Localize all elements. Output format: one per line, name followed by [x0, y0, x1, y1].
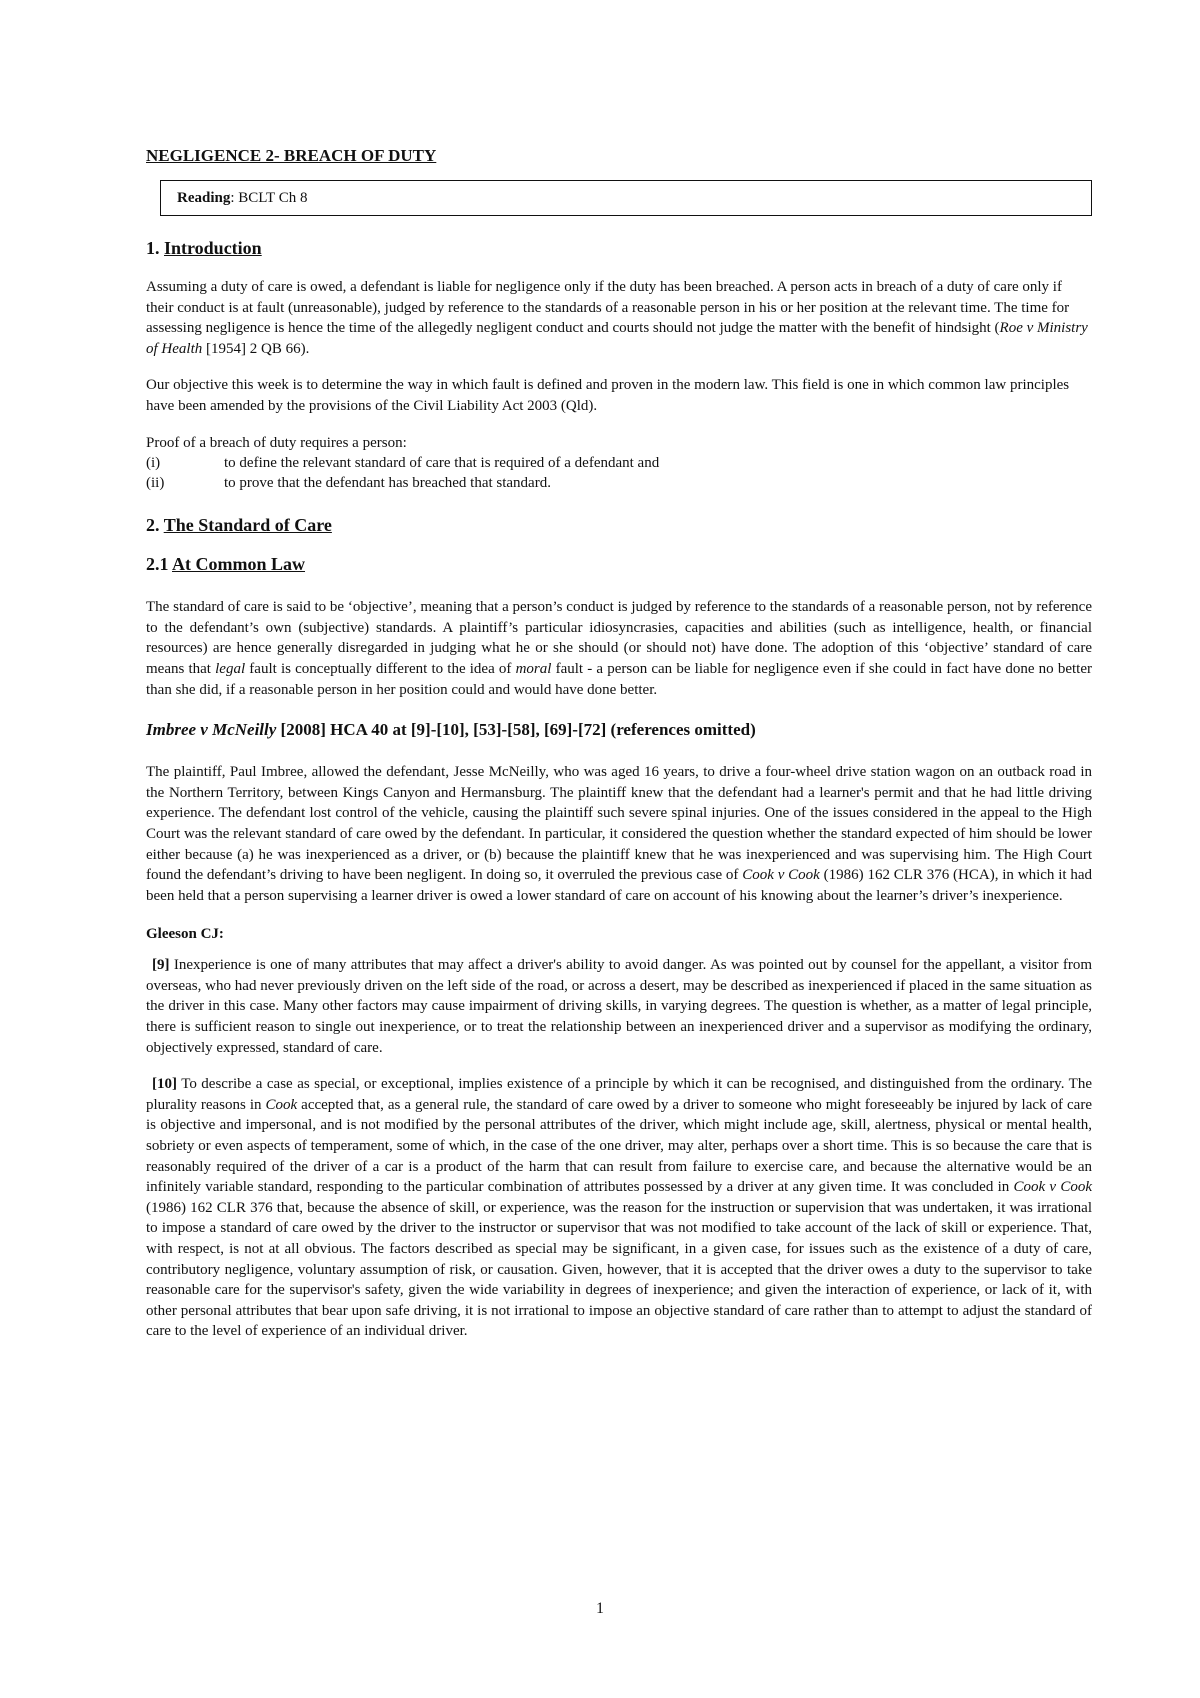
section-2-title: The Standard of Care — [163, 515, 332, 536]
intro-p1-text-a: Assuming a duty of care is owed, a defendant is liable for negligence only if the duty has been breached. A person acts in breach of a duty of care only if their conduct is at fault (unreasonable), judged by reference to the standards of a reasonable person in his or her position at the relevant time. The time for assessing negligence is hence the time of the allegedly negligent conduct and courts should not judge the matter with the benefit of hindsight ( — [146, 279, 1070, 337]
reading-box — [160, 180, 1092, 216]
standard-p1-legal: legal — [215, 660, 246, 677]
section-1-number: 1. — [146, 238, 164, 258]
proof-list — [146, 453, 1092, 493]
document-body — [146, 146, 1092, 1342]
section-1-title: Introduction — [164, 238, 262, 258]
intro-paragraph-1 — [146, 277, 1092, 359]
reading-label: Reading — [177, 189, 231, 206]
section-2-1-title: At Common Law — [172, 554, 306, 575]
case-summary-text-a: The plaintiff, Paul Imbree, allowed the defendant, Jesse McNeilly, who was aged 16 years, to drive a four-wheel drive station wagon on an outback road in the Northern Territory, between Kings Canyon and Hermansburg. The plaintiff knew that the defendant had a learner's permit and that he had little driving experience. The defendant lost control of the vehicle, causing the plaintiff such severe spinal injuries. One of the issues considered in the appeal to the High Court was the relevant standard of care owed by the defendant. In particular, it considered the question whether the standard expected of him should be lower either because (a) he was inexperienced as a driver, or (b) because the plaintiff knew that he was inexperienced and was supervising him. The High Court found the defendant’s driving to have been negligent. In doing so, it overruled the previous case of — [146, 764, 1092, 884]
judge-name: Gleeson CJ: — [146, 926, 224, 943]
standard-p1-text-c: fault - a person can be liable for negligence even if she could in fact have done no better than she did, if a reasonable person in her position could and would have done better. — [146, 660, 1092, 698]
paragraph-10-text-a: To describe a case as special, or exceptional, implies existence of a principle by which it can be recognised, and distinguished from the ordinary. The plurality reasons in — [146, 1076, 1092, 1113]
paragraph-10-cited-case-2: Cook v Cook — [1013, 1179, 1092, 1196]
standard-p1-moral: moral — [515, 660, 552, 677]
paragraph-10-text-c: (1986) 162 CLR 376 that, because the absence of skill, or experience, was the reason for the instruction or supervision that was undertaken, it was irrational to impose a standard of care owed by the driver to the instructor or supervisor that was not modified to take account of the lack of skill or experience. That, with respect, is not at all obvious. The factors described as special may be significant, in a given case, for issues such as the existence of a duty of care, contributory negligence, voluntary assumption of risk, or causation. Given, however, that it is accepted that the driver owes a duty to the supervisor to take reasonable care for the supervisor's safety, given the wide variability in degrees of inexperience; and given the interaction of experience, or lack of it, with other personal attributes that bear upon safe driving, it is not irrational to impose an objective standard of care rather than to attempt to adjust the standard of care to the level of experience of an individual driver. — [146, 1199, 1092, 1340]
paragraph-10-number: [10] — [152, 1076, 177, 1093]
case-heading — [146, 720, 1092, 740]
case-summary-cited-case: Cook v Cook — [742, 867, 820, 884]
section-1-heading — [146, 238, 1092, 259]
standard-p1-text-b: fault is conceptually different to the idea of — [245, 660, 516, 677]
reading-value: : BCLT Ch 8 — [230, 189, 308, 206]
intro-paragraph-3: Proof of a breach of duty requires a person: — [146, 434, 407, 451]
standard-p1-text-a: The standard of care is said to be ‘objective’, meaning that a person’s conduct is judged by reference to the standards of a reasonable person, not by reference to the defendant’s own (subjective) standards. A plaintiff’s particular idiosyncrasies, capacities and abilities (such as intelligence, health, or financial resources) are hence generally disregarded in judging what he or she should (or should not) have done. The adoption of this ‘objective’ standard of care means that — [146, 599, 1092, 677]
paragraph-9 — [146, 955, 1092, 1058]
list-item-number: (i) — [146, 455, 161, 472]
case-name: Imbree v McNeilly — [146, 720, 277, 740]
paragraph-9-number: [9] — [152, 957, 170, 974]
case-summary-text-b: (1986) 162 CLR 376 (HCA), in which it had been held that a person supervising a learner driver is owed a lower standard of care on account of his knowing about the learner’s driver’s inexperience. — [146, 867, 1093, 904]
list-item — [146, 453, 1092, 473]
paragraph-9-text: Inexperience is one of many attributes that may affect a driver's ability to avoid danger. As was pointed out by counsel for the appellant, a visitor from overseas, who had never previously driven on the left side of the road, or across a desert, may be described as inexperienced if placed in the same situation as the driver in this case. Many other factors may cause impairment of driving skills, in varying degrees. The question is whether, as a matter of legal principle, there is sufficient reason to single out inexperience, or to treat the relationship between an inexperienced driver and a supervisor as modifying the ordinary, objectively expressed, standard of care. — [146, 957, 1092, 1056]
section-2-1-number: 2.1 — [146, 554, 173, 575]
section-2-1-heading — [146, 554, 1092, 575]
page-number: 1 — [596, 1600, 604, 1617]
case-citation: [2008] HCA 40 at [9]-[10], [53]-[58], [69]-[72] (references omitted) — [276, 720, 756, 740]
document-title: NEGLIGENCE 2- BREACH OF DUTY — [146, 146, 437, 165]
standard-of-care-paragraph — [146, 597, 1092, 700]
list-item-text: to define the relevant standard of care that is required of a defendant and — [224, 455, 660, 472]
intro-p1-text-b: [1954] 2 QB 66). — [202, 340, 310, 357]
list-item — [146, 473, 1092, 493]
case-summary — [146, 762, 1092, 906]
paragraph-10 — [146, 1074, 1092, 1342]
list-item-text: to prove that the defendant has breached that standard. — [224, 475, 551, 492]
paragraph-10-text-b: accepted that, as a general rule, the standard of care owed by a driver to someone who might foreseeably be injured by lack of care is objective and impersonal, and is not modified by the personal attributes of the driver, which might include age, skill, alertness, physical or mental health, sobriety or even aspects of temperament, some of which, in the case of the one driver, may alter, perhaps over a short time. This is so because the care that is reasonably required of the driver of a car is a product of the harm that can result from failure to exercise care, and because the alternative would be an infinitely variable standard, responding to the particular combination of attributes possessed by a driver at any given time. It was concluded in — [146, 1096, 1092, 1196]
paragraph-10-cited-case-1: Cook — [265, 1096, 298, 1113]
section-2-heading — [146, 515, 1092, 536]
intro-p1-case: Roe v Ministry of Health — [146, 320, 1088, 357]
list-item-number: (ii) — [146, 475, 165, 492]
section-2-number: 2. — [146, 515, 164, 536]
intro-paragraph-2: Our objective this week is to determine the way in which fault is defined and proven in the modern law. This field is one in which common law principles have been amended by the provisions of the Civil Liability Act 2003 (Qld). — [146, 377, 1070, 414]
